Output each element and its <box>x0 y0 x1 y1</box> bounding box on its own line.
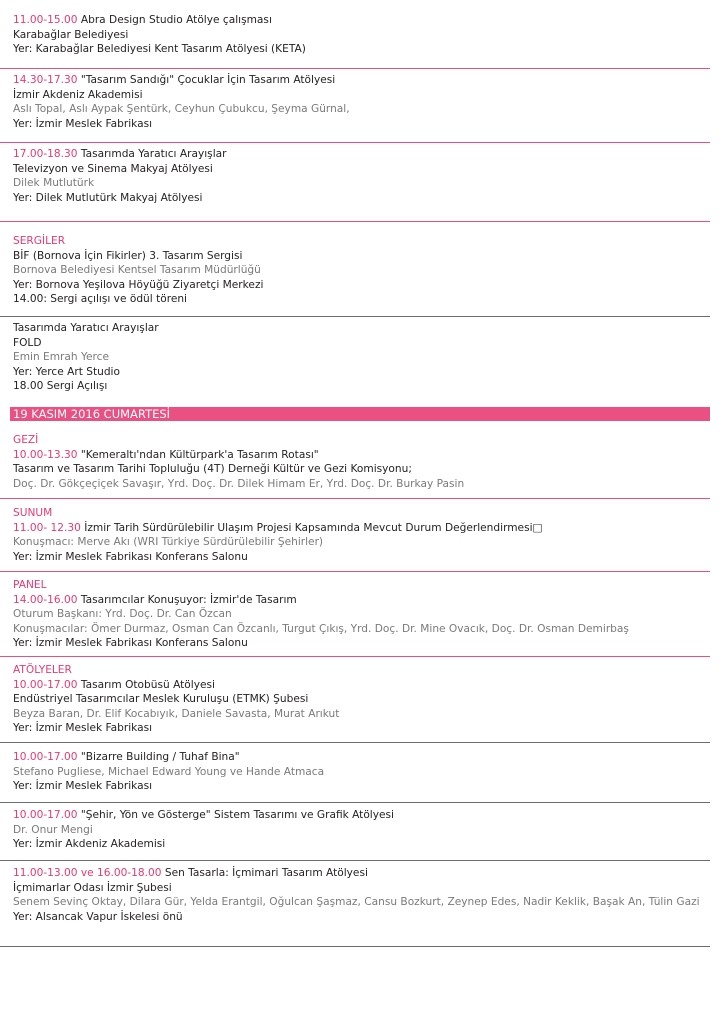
event-title-line <box>13 448 713 463</box>
event-title-line <box>13 521 713 536</box>
detail-line <box>13 117 713 132</box>
detail-line <box>13 28 713 43</box>
detail-line <box>13 379 713 394</box>
event-time: 11.00-15.00 <box>13 14 78 26</box>
line-text: Televizyon ve Sinema Makyaj Atölyesi <box>13 162 213 175</box>
event-title-line <box>13 750 713 765</box>
section-sergiler <box>13 234 713 307</box>
event-title-line <box>13 593 713 608</box>
line-text: Yer: Bornova Yeşilova Höyüğü Ziyaretçi Merkezi <box>13 278 264 291</box>
detail-line <box>13 88 713 103</box>
divider <box>0 221 710 222</box>
line-text: İzmir Akdeniz Akademisi <box>13 88 143 101</box>
divider <box>0 656 710 657</box>
section-heading: GEZİ <box>13 434 39 446</box>
line-text: Karabağlar Belediyesi <box>13 28 129 41</box>
event-time: 14.30-17.30 <box>13 74 78 86</box>
line-text: 14.00: Sergi açılışı ve ödül töreni <box>13 293 188 306</box>
event-block <box>13 13 713 57</box>
participants-line: Stefano Pugliese, Michael Edward Young ve Hande Atmaca <box>13 765 325 778</box>
line-text: Yer: İzmir Meslek Fabrikası Konferans Salonu <box>13 550 248 563</box>
event-time: 10.00-17.00 <box>13 809 78 821</box>
divider <box>0 946 710 947</box>
divider <box>0 316 710 317</box>
participants-line: Dilek Mutlutürk <box>13 177 95 190</box>
event-time: 10.00-13.30 <box>13 448 78 461</box>
line-text: Abra Design Studio Atölye çalışması <box>80 14 272 26</box>
participants-line: Konuşmacı: Merve Akı (WRI Türkiye Sürdürülebilir Şehirler) <box>13 536 324 549</box>
section-heading: SERGİLER <box>13 235 66 247</box>
event-title-line <box>13 13 713 28</box>
line-text: "Kemeraltı'ndan Kültürpark'a Tasarım Rotası" <box>80 448 319 461</box>
detail-line <box>13 292 713 307</box>
day-header: 19 KASIM 2016 CUMARTESİ <box>10 407 710 421</box>
divider <box>0 802 710 803</box>
line-text: Endüstriyel Tasarımcılar Meslek Kuruluşu (ETMK) Şubesi <box>13 693 309 706</box>
event-title-line <box>13 678 713 693</box>
line-text: İzmir Tarih Sürdürülebilir Ulaşım Projesi Kapsamında Mevcut Durum Değerlendirmesi□ <box>84 521 543 534</box>
event-block <box>13 866 713 924</box>
line-text: Tasarımda Yaratıcı Arayışlar <box>13 322 159 334</box>
line-text: Yer: İzmir Meslek Fabrikası <box>13 780 153 793</box>
section-heading: ATÖLYELER <box>13 664 72 676</box>
line-text: "Bizarre Building / Tuhaf Bina" <box>80 751 240 763</box>
event-block <box>13 321 713 394</box>
detail-line <box>13 191 713 206</box>
line-text: "Tasarım Sandığı" Çocuklar İçin Tasarım Atölyesi <box>80 74 336 86</box>
line-text: FOLD <box>13 336 42 349</box>
line-text: Yer: Alsancak Vapur İskelesi önü <box>13 910 183 923</box>
line-text: "Şehir, Yön ve Gösterge" Sistem Tasarımı ve Grafik Atölyesi <box>80 809 395 821</box>
participants-line: Konuşmacılar: Ömer Durmaz, Osman Can Özcanlı, Turgut Çıkış, Yrd. Doç. Dr. Mine Ovacık, Doç. Dr. Osman Demirbaş <box>13 622 629 635</box>
line-text: Tasarım ve Tasarım Tarihi Topluluğu (4T) Derneği Kültür ve Gezi Komisyonu; <box>13 463 412 476</box>
detail-line <box>13 278 713 293</box>
detail-line <box>13 162 713 177</box>
event-block <box>13 808 713 852</box>
divider <box>0 860 710 861</box>
line-text: Yer: İzmir Akdeniz Akademisi <box>13 838 166 851</box>
detail-line <box>13 249 713 264</box>
section-panel <box>13 578 713 651</box>
event-title-line <box>13 73 713 88</box>
line-text: Yer: Dilek Mutlutürk Makyaj Atölyesi <box>13 191 203 204</box>
participants-line: Doç. Dr. Gökçeçiçek Savaşır, Yrd. Doç. Dr. Dilek Himam Er, Yrd. Doç. Dr. Burkay Pasin <box>13 477 465 490</box>
detail-line <box>13 779 713 794</box>
detail-line <box>13 42 713 57</box>
line-text: BİF (Bornova İçin Fikirler) 3. Tasarım Sergisi <box>13 249 243 262</box>
participants-line: Dr. Onur Mengi <box>13 823 93 836</box>
event-block <box>13 750 713 794</box>
divider <box>0 142 710 143</box>
divider <box>0 571 710 572</box>
line-text: Tasarım Otobüsü Atölyesi <box>80 678 215 691</box>
section-atolyeler <box>13 663 713 736</box>
line-text: Yer: Yerce Art Studio <box>13 365 120 378</box>
detail-line <box>13 636 713 651</box>
participants-line: Beyza Baran, Dr. Elif Kocabıyık, Daniele Savasta, Murat Arıkut <box>13 707 340 720</box>
detail-line <box>13 837 713 852</box>
event-time: 17.00-18.30 <box>13 148 78 160</box>
participants-line: Emin Emrah Yerce <box>13 351 110 364</box>
event-time: 11.00- 12.30 <box>13 521 81 534</box>
line-text: Yer: Karabağlar Belediyesi Kent Tasarım Atölyesi (KETA) <box>13 43 306 56</box>
event-time: 10.00-17.00 <box>13 751 78 763</box>
participants-line: Aslı Topal, Aslı Aypak Şentürk, Ceyhun Çubukcu, Şeyma Gürnal, <box>13 103 350 116</box>
detail-line <box>13 881 713 896</box>
detail-line <box>13 336 713 351</box>
event-title-line <box>13 147 713 162</box>
line-text: Sen Tasarla: İçmimari Tasarım Atölyesi <box>164 867 368 879</box>
event-title-line <box>13 808 713 823</box>
detail-line <box>13 692 713 707</box>
participants-line: Senem Sevinç Oktay, Dilara Gür, Yelda Erantgil, Oğulcan Şaşmaz, Cansu Bozkurt, Zeynep Edes, Nadir Keklik, Başak An, Tülin Gazi <box>13 896 700 909</box>
section-heading: PANEL <box>13 579 47 591</box>
section-gezi <box>13 433 713 491</box>
line-text: Tasarımcılar Konuşuyor: İzmir'de Tasarım <box>80 593 297 606</box>
line-text: Yer: İzmir Meslek Fabrikası <box>13 117 153 130</box>
line-text: Tasarımda Yaratıcı Arayışlar <box>80 148 227 160</box>
event-block <box>13 147 713 205</box>
event-time: 11.00-13.00 ve 16.00-18.00 <box>13 867 162 879</box>
line-text: 18.00 Sergi Açılışı <box>13 380 108 393</box>
event-block <box>13 73 713 131</box>
participants-line: Bornova Belediyesi Kentsel Tasarım Müdürlüğü <box>13 264 261 277</box>
detail-line <box>13 462 713 477</box>
line-text: Yer: İzmir Meslek Fabrikası <box>13 722 153 735</box>
divider <box>0 68 710 69</box>
detail-line <box>13 721 713 736</box>
section-heading: SUNUM <box>13 507 53 519</box>
participants-line: Oturum Başkanı: Yrd. Doç. Dr. Can Özcan <box>13 608 232 621</box>
divider <box>0 498 710 499</box>
line-text: İçmimarlar Odası İzmir Şubesi <box>13 881 172 894</box>
detail-line <box>13 321 713 336</box>
divider <box>0 742 710 743</box>
detail-line <box>13 910 713 925</box>
section-sunum <box>13 506 713 564</box>
event-time: 10.00-17.00 <box>13 678 78 691</box>
line-text: Yer: İzmir Meslek Fabrikası Konferans Salonu <box>13 637 248 650</box>
detail-line <box>13 550 713 565</box>
event-title-line <box>13 866 713 881</box>
event-time: 14.00-16.00 <box>13 593 78 606</box>
detail-line <box>13 365 713 380</box>
